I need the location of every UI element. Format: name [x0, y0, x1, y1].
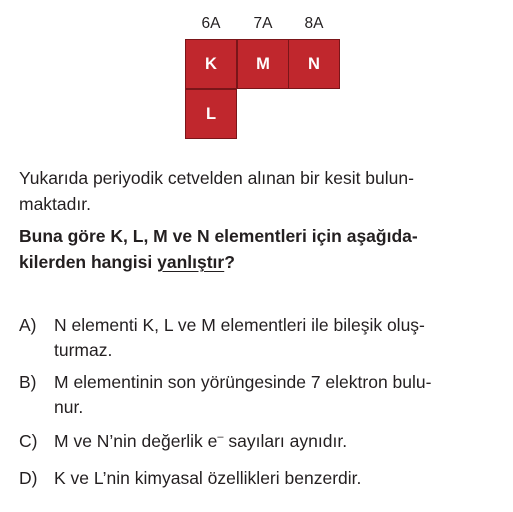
question-line-2-prefix: kilerden hangisi	[19, 252, 158, 272]
option-b[interactable]	[19, 370, 505, 420]
option-a-line-2: turmaz.	[54, 340, 113, 360]
option-d-text: K ve L’nin kimyasal özellikleri benzerdir.	[54, 468, 362, 488]
option-c[interactable]	[19, 429, 505, 454]
option-a-line-1: N elementi K, L ve M elementleri ile bileşik oluş-	[54, 315, 425, 335]
option-a-label: A)	[19, 315, 37, 335]
option-b-label: B)	[19, 372, 37, 392]
option-d[interactable]	[19, 466, 505, 491]
group-header-8a: 8A	[304, 15, 324, 32]
option-a[interactable]	[19, 313, 505, 363]
element-cell-m: M	[237, 39, 289, 89]
option-c-text	[54, 429, 505, 454]
intro-line-1: Yukarıda periyodik cetvelden alınan bir kesit bulun-	[19, 168, 414, 188]
option-b-line-1: M elementinin son yörüngesinde 7 elektron bulu-	[54, 372, 432, 392]
element-cell-n: N	[288, 39, 340, 89]
question-line-1: Buna göre K, L, M ve N elementleri için aşağıda-	[19, 226, 418, 246]
question-mark: ?	[224, 252, 235, 272]
element-cell-k: K	[185, 39, 237, 89]
option-c-post: sayıları aynıdır.	[223, 431, 348, 451]
option-c-pre: M ve N’nin değerlik e	[54, 431, 218, 451]
option-c-superscript: –	[217, 431, 224, 443]
intro-text	[19, 165, 505, 217]
question-line-2	[19, 249, 505, 275]
question-text	[19, 223, 505, 275]
group-header-7a: 7A	[253, 15, 273, 32]
option-c-label: C)	[19, 431, 38, 451]
element-cell-l: L	[185, 89, 237, 139]
intro-line-2: maktadır.	[19, 194, 91, 214]
option-b-line-2: nur.	[54, 397, 84, 417]
group-header-6a: 6A	[201, 15, 221, 32]
question-emphasis: yanlıştır	[157, 252, 225, 272]
option-d-label: D)	[19, 468, 38, 488]
